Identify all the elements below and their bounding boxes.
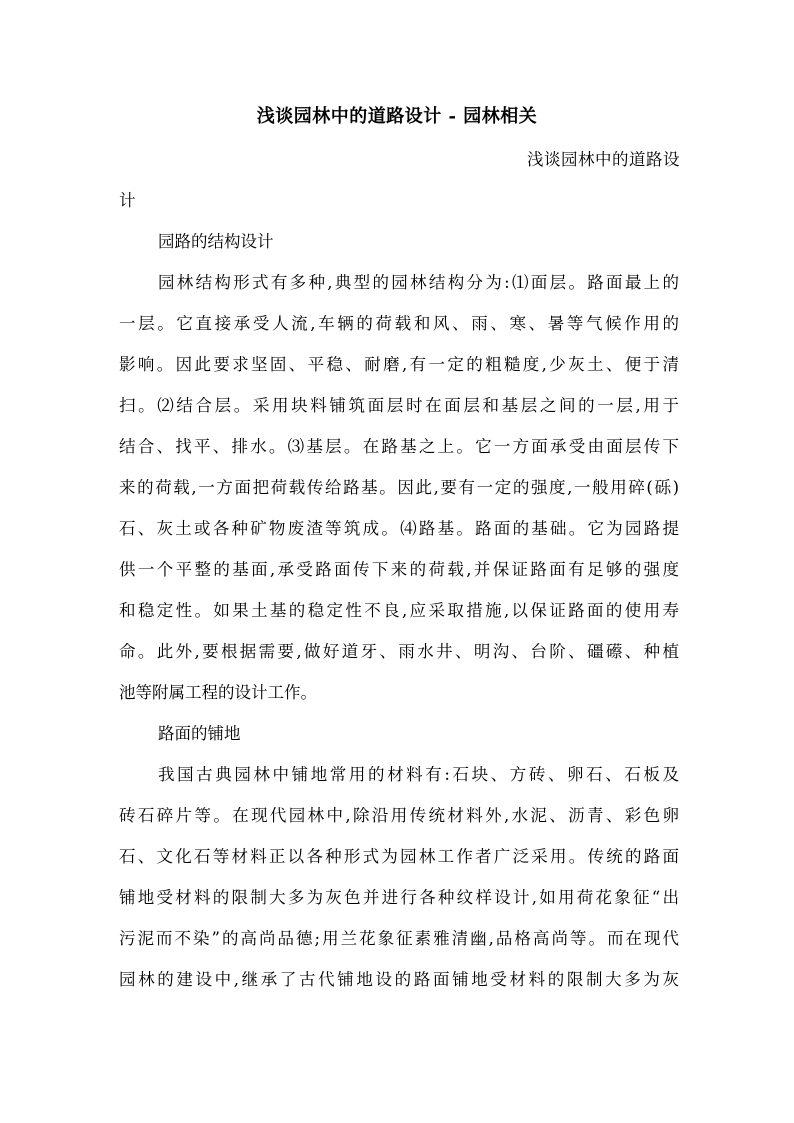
paragraph-line: 和稳定性。如果土基的稳定性不良,应采取措施,以保证路面的使用寿 — [119, 601, 679, 620]
paragraph-line: 园林结构形式有多种,典型的园林结构分为:⑴面层。路面最上的 — [158, 273, 679, 292]
paragraph-line: 我国古典园林中铺地常用的材料有:石块、方砖、卵石、石板及 — [158, 765, 679, 784]
page-title: 浅谈园林中的道路设计 - 园林相关 — [256, 106, 538, 127]
paragraph-line: 铺地受材料的限制大多为灰色并进行各种纹样设计,如用荷花象征“出 — [119, 888, 679, 907]
section-heading-structure: 园路的结构设计 — [158, 232, 274, 251]
paragraph-line: 石、文化石等材料正以各种形式为园林工作者广泛采用。传统的路面 — [119, 847, 679, 866]
paragraph-line: 砖石碎片等。在现代园林中,除沿用传统材料外,水泥、沥青、彩色卵 — [119, 806, 679, 825]
subtitle-line-1: 浅谈园林中的道路设 — [527, 150, 680, 169]
paragraph-line: 一层。它直接承受人流,车辆的荷载和风、雨、寒、暑等气候作用的 — [119, 314, 679, 333]
paragraph-line: 池等附属工程的设计工作。 — [119, 683, 317, 702]
paragraph-line: 污泥而不染”的高尚品德;用兰花象征素雅清幽,品格高尚等。而在现代 — [119, 929, 679, 948]
section-heading-paving: 路面的铺地 — [158, 724, 241, 743]
paragraph-line: 命。此外,要根据需要,做好道牙、雨水井、明沟、台阶、礓礤、种植 — [119, 642, 679, 661]
paragraph-line: 石、灰土或各种矿物废渣等筑成。⑷路基。路面的基础。它为园路提 — [119, 519, 679, 538]
paragraph-line: 园林的建设中,继承了古代铺地设的路面铺地受材料的限制大多为灰 — [119, 970, 679, 989]
paragraph-line: 结合、找平、排水。⑶基层。在路基之上。它一方面承受由面层传下 — [119, 437, 679, 456]
paragraph-line: 扫。⑵结合层。采用块料铺筑面层时在面层和基层之间的一层,用于 — [119, 396, 679, 415]
paragraph-line: 来的荷载,一方面把荷载传给路基。因此,要有一定的强度,一般用碎(砾) — [119, 478, 679, 497]
subtitle-line-2: 计 — [119, 191, 136, 210]
paragraph-line: 供一个平整的基面,承受路面传下来的荷载,并保证路面有足够的强度 — [119, 560, 679, 579]
paragraph-line: 影响。因此要求坚固、平稳、耐磨,有一定的粗糙度,少灰土、便于清 — [119, 355, 679, 374]
